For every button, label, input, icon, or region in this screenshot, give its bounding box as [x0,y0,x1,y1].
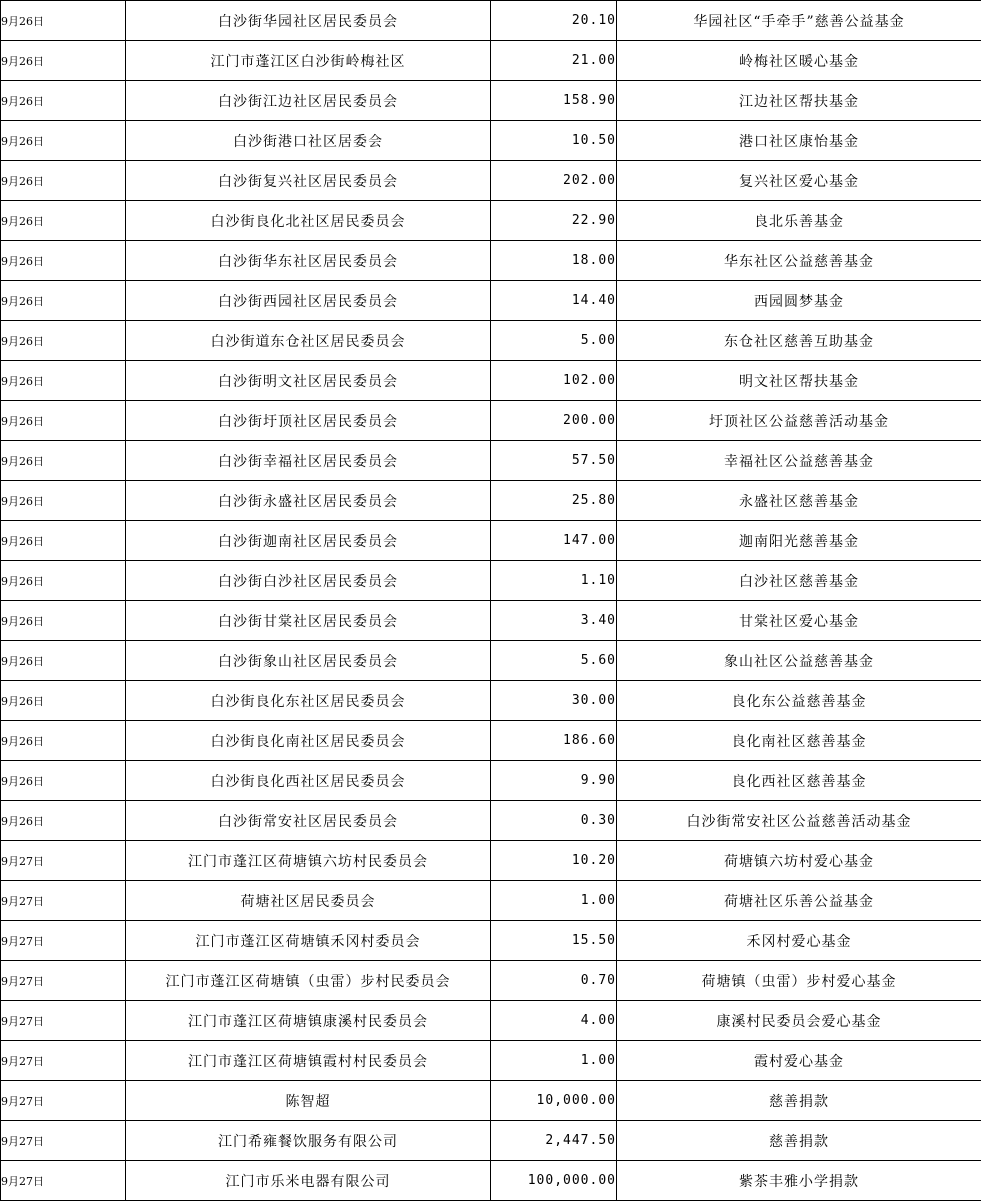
table-row [1,641,981,681]
fund-name-cell: 东仓社区慈善互助基金 [617,321,981,361]
date-cell: 9月27日 [1,961,126,1001]
organization-cell: 江门希雍餐饮服务有限公司 [126,1121,491,1161]
amount-cell: 14.40 [491,281,617,321]
date-cell: 9月27日 [1,841,126,881]
organization-cell: 白沙街良化西社区居民委员会 [126,761,491,801]
amount-cell: 1.00 [491,881,617,921]
date-cell: 9月26日 [1,241,126,281]
organization-cell: 白沙街迦南社区居民委员会 [126,521,491,561]
fund-name-cell: 良化东公益慈善基金 [617,681,981,721]
fund-name-cell: 幸福社区公益慈善基金 [617,441,981,481]
amount-cell: 186.60 [491,721,617,761]
table-row [1,1001,981,1041]
date-cell: 9月26日 [1,321,126,361]
amount-cell: 2,447.50 [491,1121,617,1161]
date-cell: 9月27日 [1,1001,126,1041]
date-cell: 9月26日 [1,721,126,761]
table-row [1,681,981,721]
organization-cell: 江门市蓬江区荷塘镇禾冈村委员会 [126,921,491,961]
table-row [1,1,981,41]
date-cell: 9月26日 [1,161,126,201]
fund-name-cell: 慈善捐款 [617,1121,981,1161]
table-row [1,1161,981,1201]
table-row [1,161,981,201]
amount-cell: 10,000.00 [491,1081,617,1121]
table-row [1,41,981,81]
fund-name-cell: 港口社区康怡基金 [617,121,981,161]
amount-cell: 5.60 [491,641,617,681]
date-cell: 9月26日 [1,801,126,841]
organization-cell: 江门市乐米电器有限公司 [126,1161,491,1201]
table-row [1,241,981,281]
organization-cell: 白沙街良化南社区居民委员会 [126,721,491,761]
date-cell: 9月27日 [1,1161,126,1201]
table-row [1,841,981,881]
organization-cell: 白沙街幸福社区居民委员会 [126,441,491,481]
date-cell: 9月26日 [1,41,126,81]
table-row [1,121,981,161]
table-row [1,1041,981,1081]
table-row [1,561,981,601]
organization-cell: 陈智超 [126,1081,491,1121]
fund-name-cell: 岭梅社区暖心基金 [617,41,981,81]
date-cell: 9月26日 [1,361,126,401]
table-row [1,281,981,321]
organization-cell: 白沙街象山社区居民委员会 [126,641,491,681]
table-row [1,361,981,401]
fund-name-cell: 荷塘镇（虫雷）步村爱心基金 [617,961,981,1001]
organization-cell: 江门市蓬江区荷塘镇康溪村民委员会 [126,1001,491,1041]
fund-name-cell: 迦南阳光慈善基金 [617,521,981,561]
fund-name-cell: 圩顶社区公益慈善活动基金 [617,401,981,441]
amount-cell: 20.10 [491,1,617,41]
date-cell: 9月26日 [1,281,126,321]
fund-name-cell: 白沙街常安社区公益慈善活动基金 [617,801,981,841]
organization-cell: 白沙街明文社区居民委员会 [126,361,491,401]
date-cell: 9月26日 [1,601,126,641]
organization-cell: 白沙街白沙社区居民委员会 [126,561,491,601]
amount-cell: 10.20 [491,841,617,881]
amount-cell: 30.00 [491,681,617,721]
table-row [1,81,981,121]
table-row [1,441,981,481]
table-row [1,961,981,1001]
amount-cell: 5.00 [491,321,617,361]
table-row [1,321,981,361]
fund-name-cell: 荷塘社区乐善公益基金 [617,881,981,921]
fund-name-cell: 象山社区公益慈善基金 [617,641,981,681]
fund-name-cell: 明文社区帮扶基金 [617,361,981,401]
amount-cell: 200.00 [491,401,617,441]
organization-cell: 白沙街良化北社区居民委员会 [126,201,491,241]
amount-cell: 9.90 [491,761,617,801]
amount-cell: 15.50 [491,921,617,961]
date-cell: 9月27日 [1,1081,126,1121]
organization-cell: 白沙街华园社区居民委员会 [126,1,491,41]
fund-name-cell: 白沙社区慈善基金 [617,561,981,601]
table-row [1,481,981,521]
fund-name-cell: 慈善捐款 [617,1081,981,1121]
organization-cell: 荷塘社区居民委员会 [126,881,491,921]
amount-cell: 18.00 [491,241,617,281]
amount-cell: 158.90 [491,81,617,121]
amount-cell: 10.50 [491,121,617,161]
date-cell: 9月26日 [1,121,126,161]
table-row [1,521,981,561]
organization-cell: 白沙街圩顶社区居民委员会 [126,401,491,441]
amount-cell: 102.00 [491,361,617,401]
fund-name-cell: 荷塘镇六坊村爱心基金 [617,841,981,881]
table-row [1,721,981,761]
organization-cell: 江门市蓬江区荷塘镇霞村村民委员会 [126,1041,491,1081]
amount-cell: 3.40 [491,601,617,641]
amount-cell: 1.00 [491,1041,617,1081]
organization-cell: 白沙街道东仓社区居民委员会 [126,321,491,361]
date-cell: 9月26日 [1,561,126,601]
fund-name-cell: 复兴社区爱心基金 [617,161,981,201]
organization-cell: 白沙街港口社区居委会 [126,121,491,161]
table-body [1,1,981,1201]
amount-cell: 100,000.00 [491,1161,617,1201]
amount-cell: 147.00 [491,521,617,561]
date-cell: 9月26日 [1,521,126,561]
table-row [1,801,981,841]
fund-name-cell: 良化南社区慈善基金 [617,721,981,761]
amount-cell: 57.50 [491,441,617,481]
date-cell: 9月26日 [1,1,126,41]
fund-name-cell: 良化西社区慈善基金 [617,761,981,801]
fund-name-cell: 永盛社区慈善基金 [617,481,981,521]
date-cell: 9月27日 [1,921,126,961]
organization-cell: 江门市蓬江区荷塘镇六坊村民委员会 [126,841,491,881]
organization-cell: 白沙街良化东社区居民委员会 [126,681,491,721]
organization-cell: 白沙街永盛社区居民委员会 [126,481,491,521]
date-cell: 9月26日 [1,81,126,121]
amount-cell: 21.00 [491,41,617,81]
fund-name-cell: 霞村爱心基金 [617,1041,981,1081]
table-row [1,1121,981,1161]
table-row [1,761,981,801]
date-cell: 9月26日 [1,641,126,681]
table-row [1,1081,981,1121]
organization-cell: 江门市蓬江区荷塘镇（虫雷）步村民委员会 [126,961,491,1001]
fund-name-cell: 华东社区公益慈善基金 [617,241,981,281]
organization-cell: 白沙街复兴社区居民委员会 [126,161,491,201]
date-cell: 9月27日 [1,1041,126,1081]
table-row [1,881,981,921]
date-cell: 9月26日 [1,481,126,521]
amount-cell: 0.30 [491,801,617,841]
date-cell: 9月26日 [1,761,126,801]
organization-cell: 白沙街西园社区居民委员会 [126,281,491,321]
date-cell: 9月26日 [1,401,126,441]
table-row [1,401,981,441]
organization-cell: 白沙街华东社区居民委员会 [126,241,491,281]
date-cell: 9月27日 [1,881,126,921]
fund-name-cell: 甘棠社区爱心基金 [617,601,981,641]
organization-cell: 白沙街常安社区居民委员会 [126,801,491,841]
table-row [1,601,981,641]
fund-name-cell: 江边社区帮扶基金 [617,81,981,121]
amount-cell: 22.90 [491,201,617,241]
amount-cell: 0.70 [491,961,617,1001]
date-cell: 9月26日 [1,681,126,721]
fund-name-cell: 西园圆梦基金 [617,281,981,321]
fund-name-cell: 良北乐善基金 [617,201,981,241]
table-row [1,921,981,961]
organization-cell: 江门市蓬江区白沙街岭梅社区 [126,41,491,81]
date-cell: 9月27日 [1,1121,126,1161]
amount-cell: 25.80 [491,481,617,521]
fund-name-cell: 禾冈村爱心基金 [617,921,981,961]
organization-cell: 白沙街甘棠社区居民委员会 [126,601,491,641]
fund-name-cell: 康溪村民委员会爱心基金 [617,1001,981,1041]
fund-name-cell: 紫茶丰雅小学捐款 [617,1161,981,1201]
table-row [1,201,981,241]
date-cell: 9月26日 [1,441,126,481]
organization-cell: 白沙街江边社区居民委员会 [126,81,491,121]
amount-cell: 202.00 [491,161,617,201]
fund-name-cell: 华园社区“手牵手”慈善公益基金 [617,1,981,41]
amount-cell: 1.10 [491,561,617,601]
amount-cell: 4.00 [491,1001,617,1041]
date-cell: 9月26日 [1,201,126,241]
